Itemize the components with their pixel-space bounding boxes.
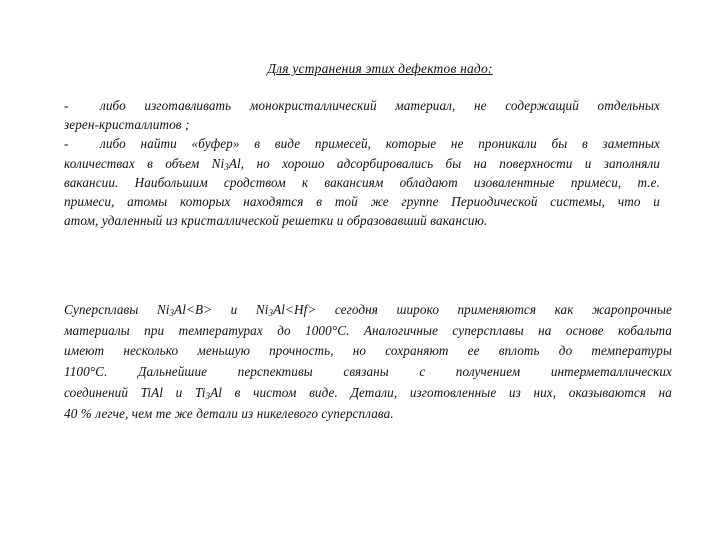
text-line: примеси, атомы которых находятся в той же группе Периодической системы, что и [64, 194, 660, 210]
text-line: вакансии. Наибольшим сродством к вакансиям обладают изовалентные примеси, т.е. [64, 174, 660, 190]
text-line [64, 96, 660, 115]
defect-remedies-list [64, 96, 660, 230]
text-line: зерен-кристаллитов ; [64, 117, 190, 133]
text-line: 40 % легче, чем те же детали из никелевого суперсплава. [64, 405, 394, 421]
bullet-dash: - [64, 136, 69, 152]
text-line [64, 134, 660, 153]
superalloys-paragraph [64, 300, 672, 424]
text-line: соединений TiAl и $Ti_3Al$ в чистом виде. Детали, изготовленные из них, оказываются на [64, 384, 672, 401]
text-line: количествах в объем $Ni_3Al$, но хорошо адсорбировались бы на поверхности и заполняли [64, 155, 660, 172]
slide-heading: Для устранения этих дефектов надо: [267, 61, 493, 76]
list-item [64, 134, 660, 230]
list-item [64, 96, 660, 134]
text-line: материалы при температурах до 1000°C. Аналогичные суперсплавы на основе кобальта [64, 322, 672, 338]
text-line: 1100°C. Дальнейшие перспективы связаны с получением интерметаллических [64, 364, 672, 380]
bullet-dash: - [64, 98, 69, 113]
line-text: либо изготавливать монокристаллический материал, не содержащий отдельных [100, 98, 660, 113]
text-line: атом, удаленный из кристаллической решетки и образовавший вакансию. [64, 213, 488, 229]
text-line: имеют несколько меньшую прочность, но сохраняют ее вплоть до температуры [64, 343, 672, 359]
text-line: Суперсплавы $Ni_3Al<B> и$ $Ni_3Al<Hf>$ сегодня широко применяются как жаропрочные [64, 302, 672, 318]
line-text: либо найти «буфер» в виде примесей, которые не проникали бы в заметных [100, 136, 660, 152]
